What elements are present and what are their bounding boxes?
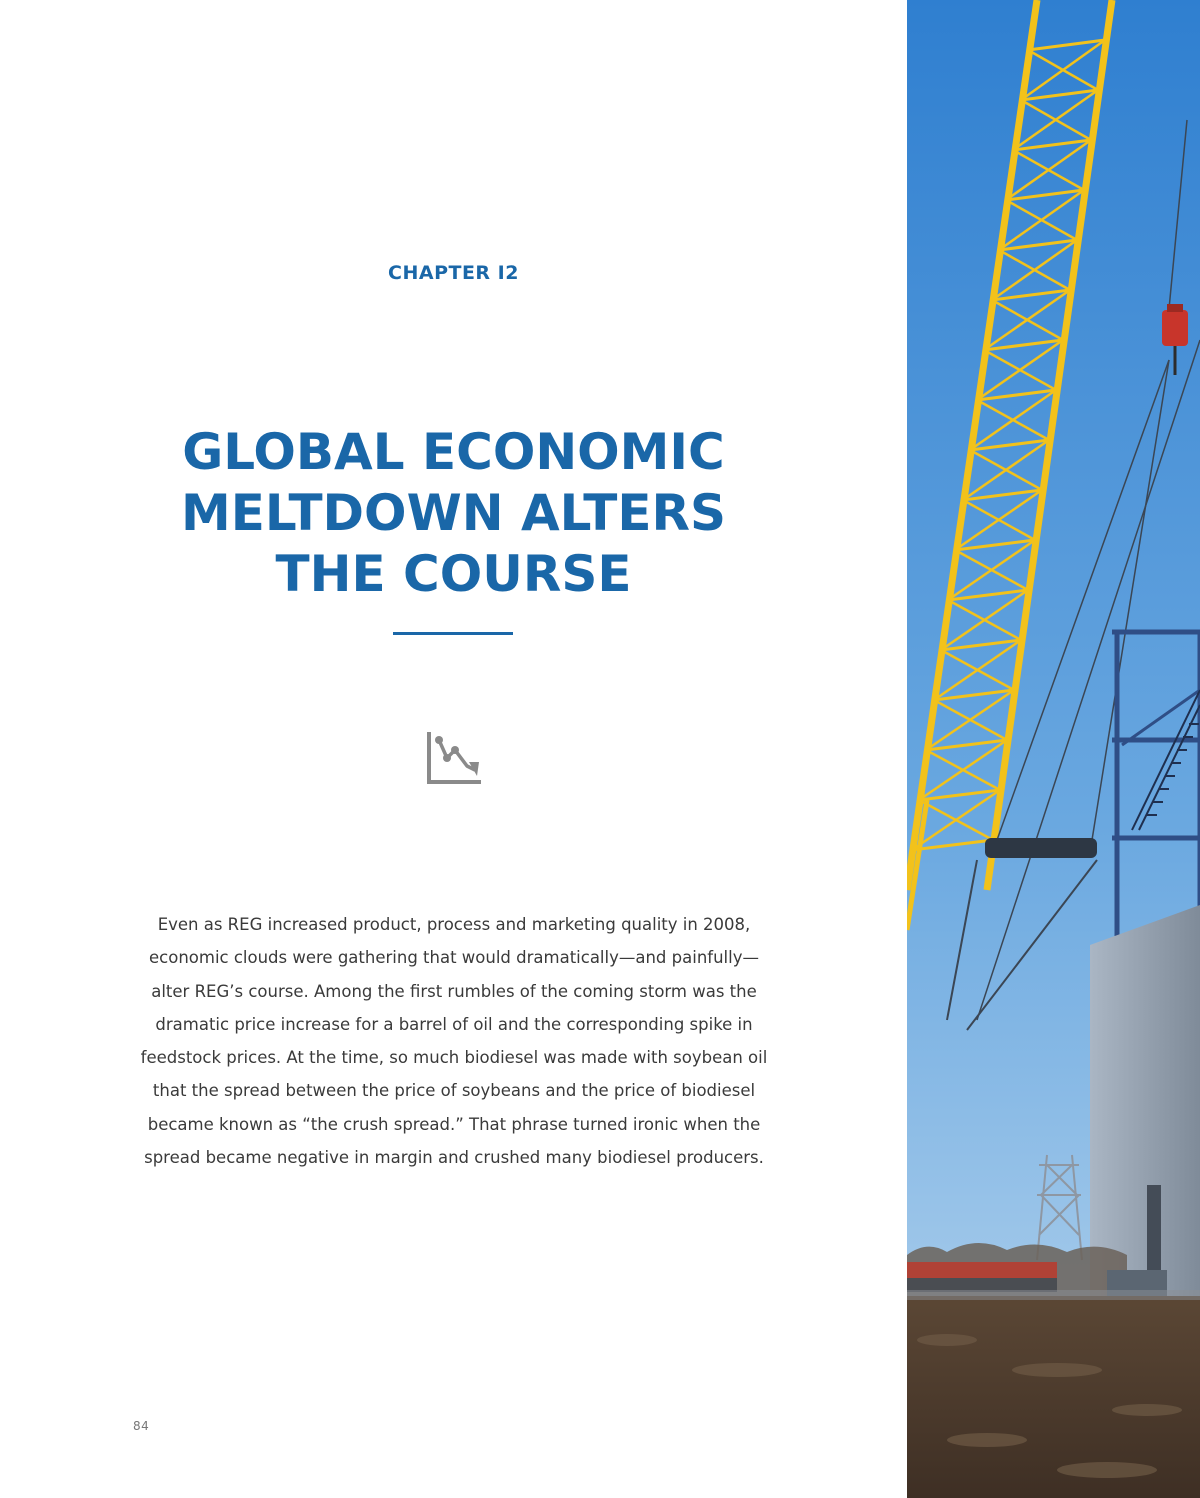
chapter-label: CHAPTER I2 [388,262,519,284]
body-paragraph: Even as REG increased product, process and marketing quality in 2008, economic clouds were gathering that would dramatically—and painfully—alter REG’s course. Among the first rumbles of the coming storm was the dramatic price increase for a barrel of oil and the corresponding spike in feedstock prices. At the time, so much biodiesel was made with soybean oil that the spread between the price of soybeans and the price of biodiesel became known as “the crush spread.” That phrase turned ironic when the spread became negative in margin and crushed many biodiesel producers. [140,915,768,1168]
title-divider [393,632,513,635]
trailer [907,1262,1057,1278]
crane-photo-illustration [907,0,1200,1498]
declining-chart-icon [425,730,481,786]
crane-construction-photo [907,0,1200,1498]
chapter-title-line-1: GLOBAL ECONOMIC [182,423,725,481]
chapter-title-line-2: MELTDOWN ALTERS [180,484,727,542]
page-number: 84 [133,1419,150,1433]
dirt-ground [907,1296,1200,1498]
chapter-title [0,422,907,605]
chapter-title-line-3: THE COURSE [275,545,632,603]
